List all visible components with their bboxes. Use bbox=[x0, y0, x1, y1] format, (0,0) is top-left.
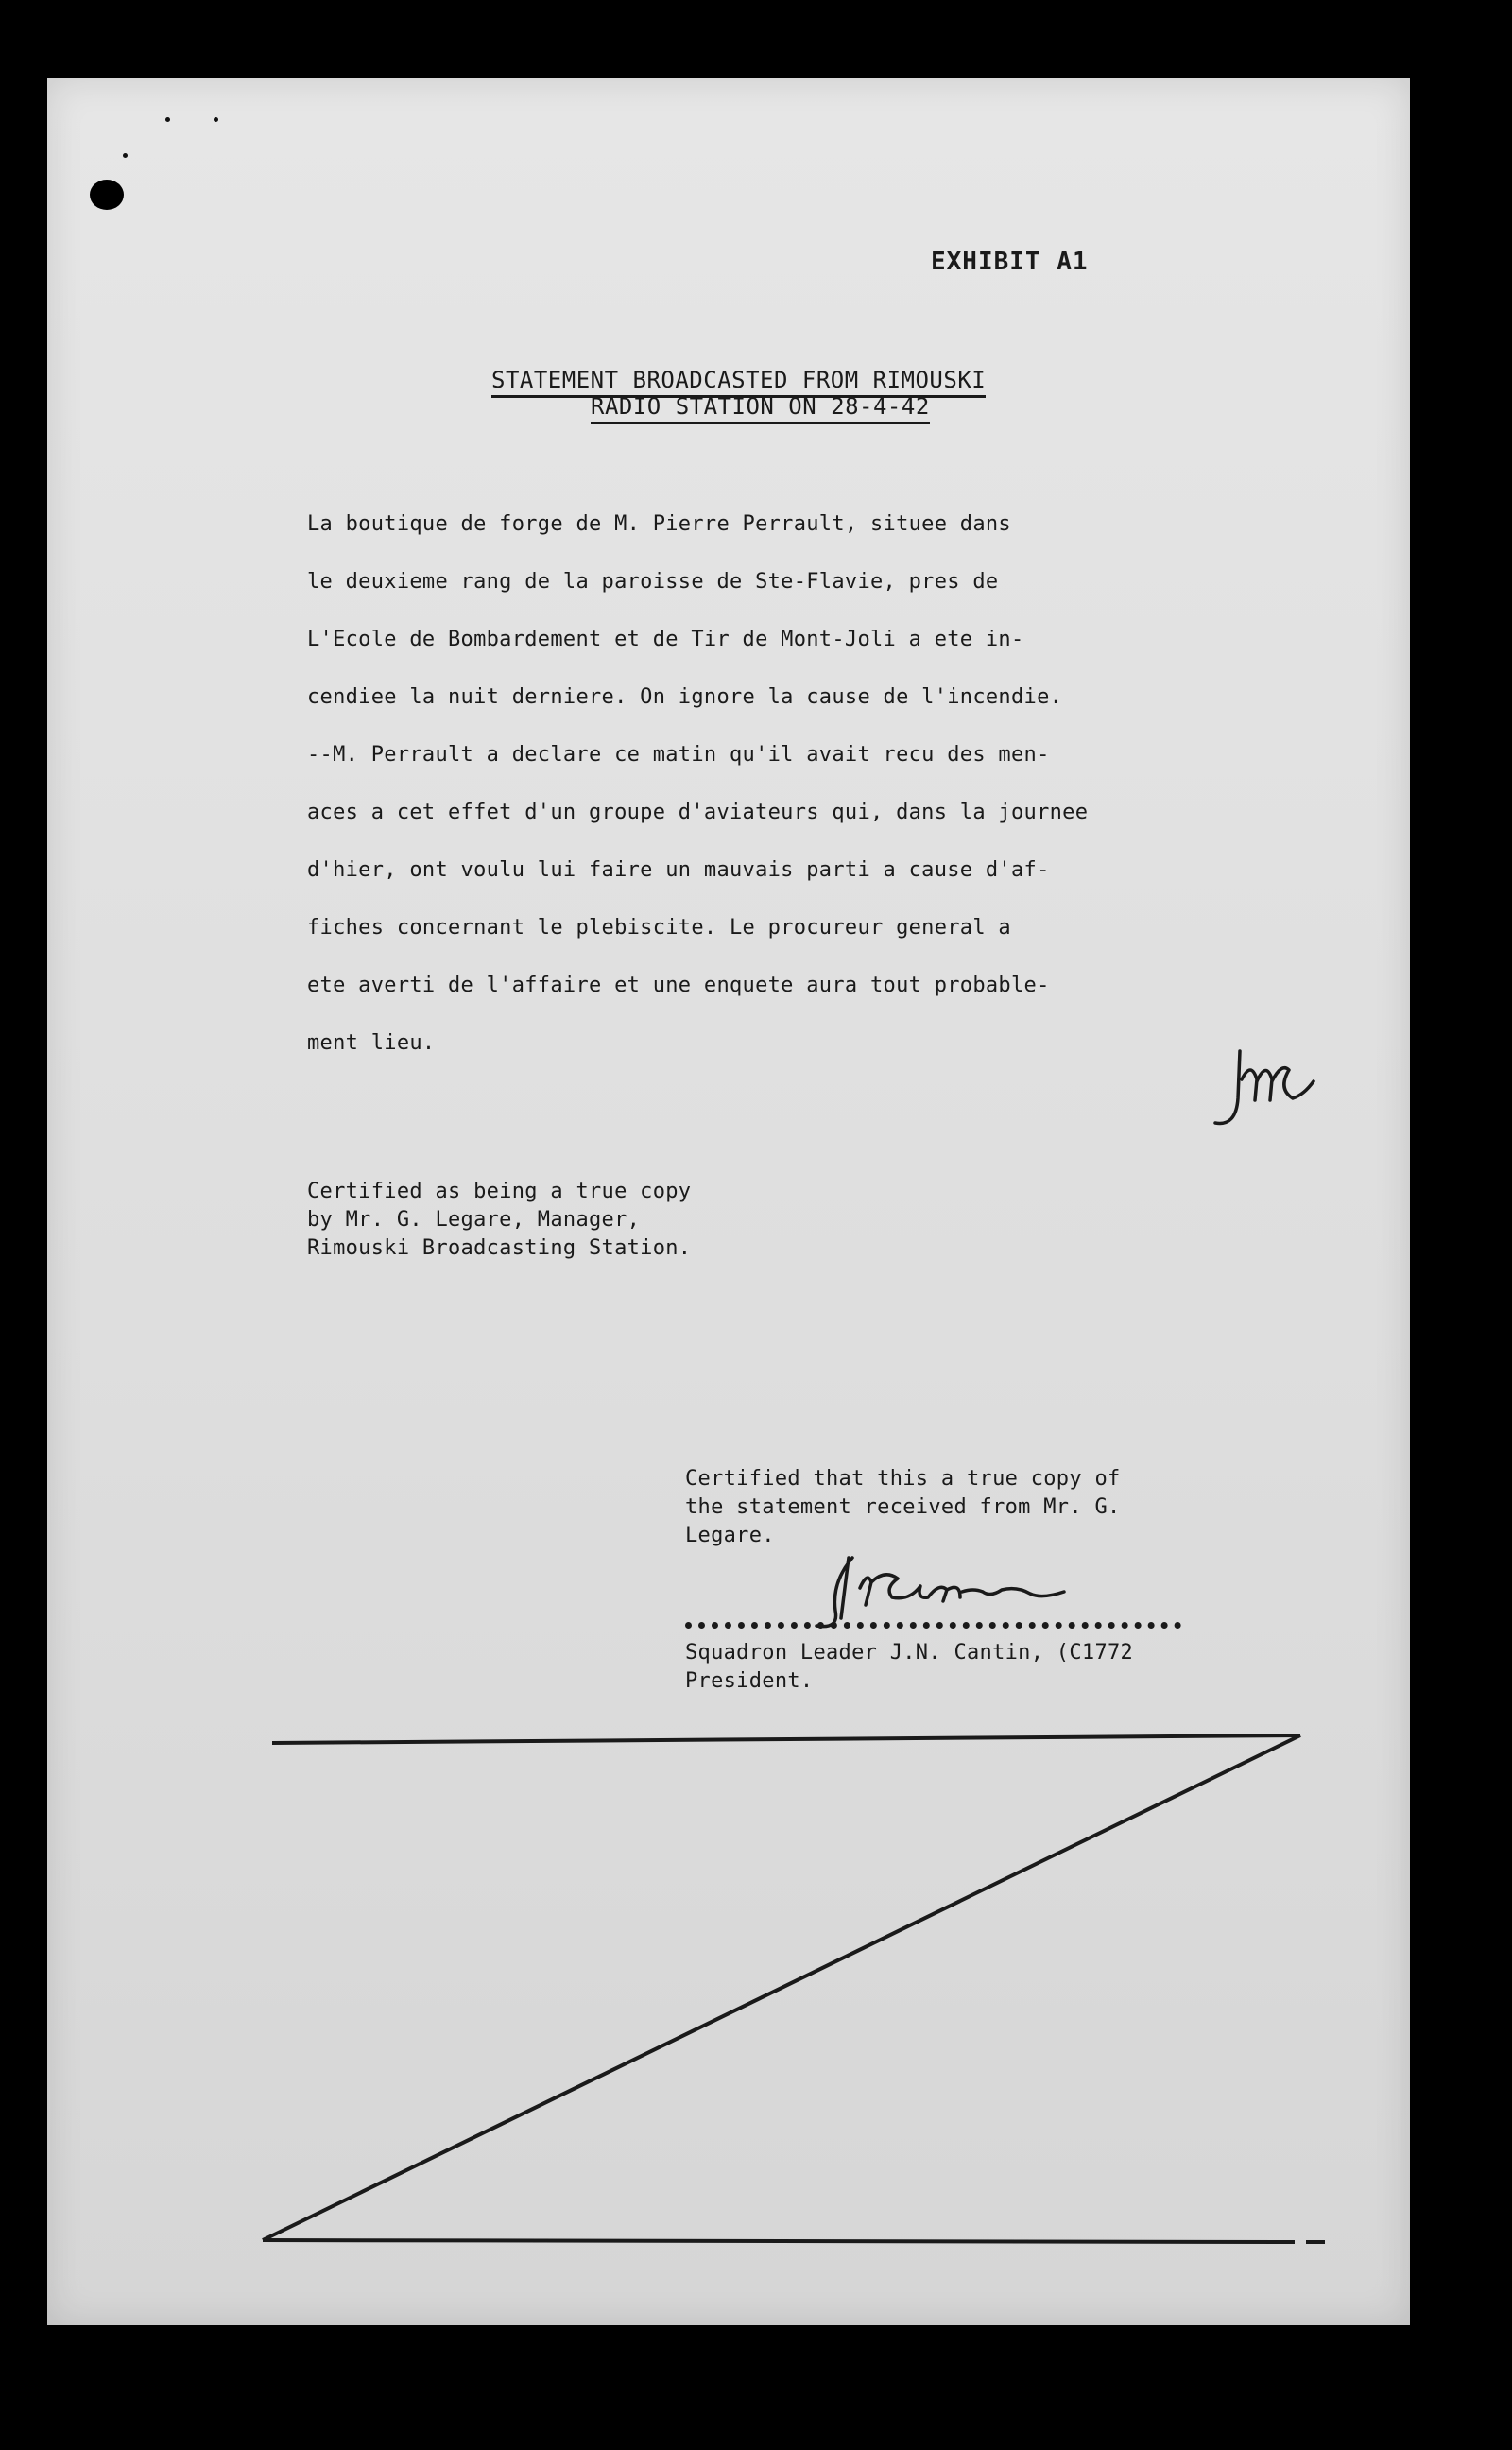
heading-line-1: STATEMENT BROADCASTED FROM RIMOUSKI bbox=[491, 367, 986, 398]
document-page bbox=[47, 78, 1410, 2325]
certification-line: Legare. bbox=[685, 1524, 775, 1547]
body-line: ment lieu. bbox=[307, 1031, 436, 1055]
body-line: d'hier, ont voulu lui faire un mauvais parti a cause d'af- bbox=[307, 858, 1050, 882]
certification-line: the statement received from Mr. G. bbox=[685, 1495, 1121, 1519]
cancellation-z-mark bbox=[47, 78, 1410, 2325]
body-line: le deuxieme rang de la paroisse de Ste-Flavie, pres de bbox=[307, 570, 999, 594]
body-line: La boutique de forge de M. Pierre Perrault, situee dans bbox=[307, 512, 1011, 536]
certification-line: Rimouski Broadcasting Station. bbox=[307, 1236, 692, 1260]
body-line: ete averti de l'affaire et une enquete aura tout probable- bbox=[307, 974, 1050, 997]
certification-line: Certified that this a true copy of bbox=[685, 1467, 1121, 1491]
heading-line-2: RADIO STATION ON 28-4-42 bbox=[591, 393, 930, 424]
certification-line: Certified as being a true copy bbox=[307, 1180, 692, 1203]
signatory-line: Squadron Leader J.N. Cantin, (C1772 bbox=[685, 1641, 1134, 1665]
body-line: cendiee la nuit derniere. On ignore la cause de l'incendie. bbox=[307, 685, 1063, 709]
body-line: --M. Perrault a declare ce matin qu'il avait recu des men- bbox=[307, 743, 1050, 767]
body-line: fiches concernant le plebiscite. Le procureur general a bbox=[307, 916, 1011, 940]
certification-line: by Mr. G. Legare, Manager, bbox=[307, 1208, 641, 1232]
body-line: aces a cet effet d'un groupe d'aviateurs qui, dans la journee bbox=[307, 801, 1089, 824]
body-line: L'Ecole de Bombardement et de Tir de Mont-Joli a ete in- bbox=[307, 628, 1024, 651]
signatory-line: President. bbox=[685, 1669, 814, 1693]
exhibit-label: EXHIBIT A1 bbox=[931, 248, 1089, 276]
